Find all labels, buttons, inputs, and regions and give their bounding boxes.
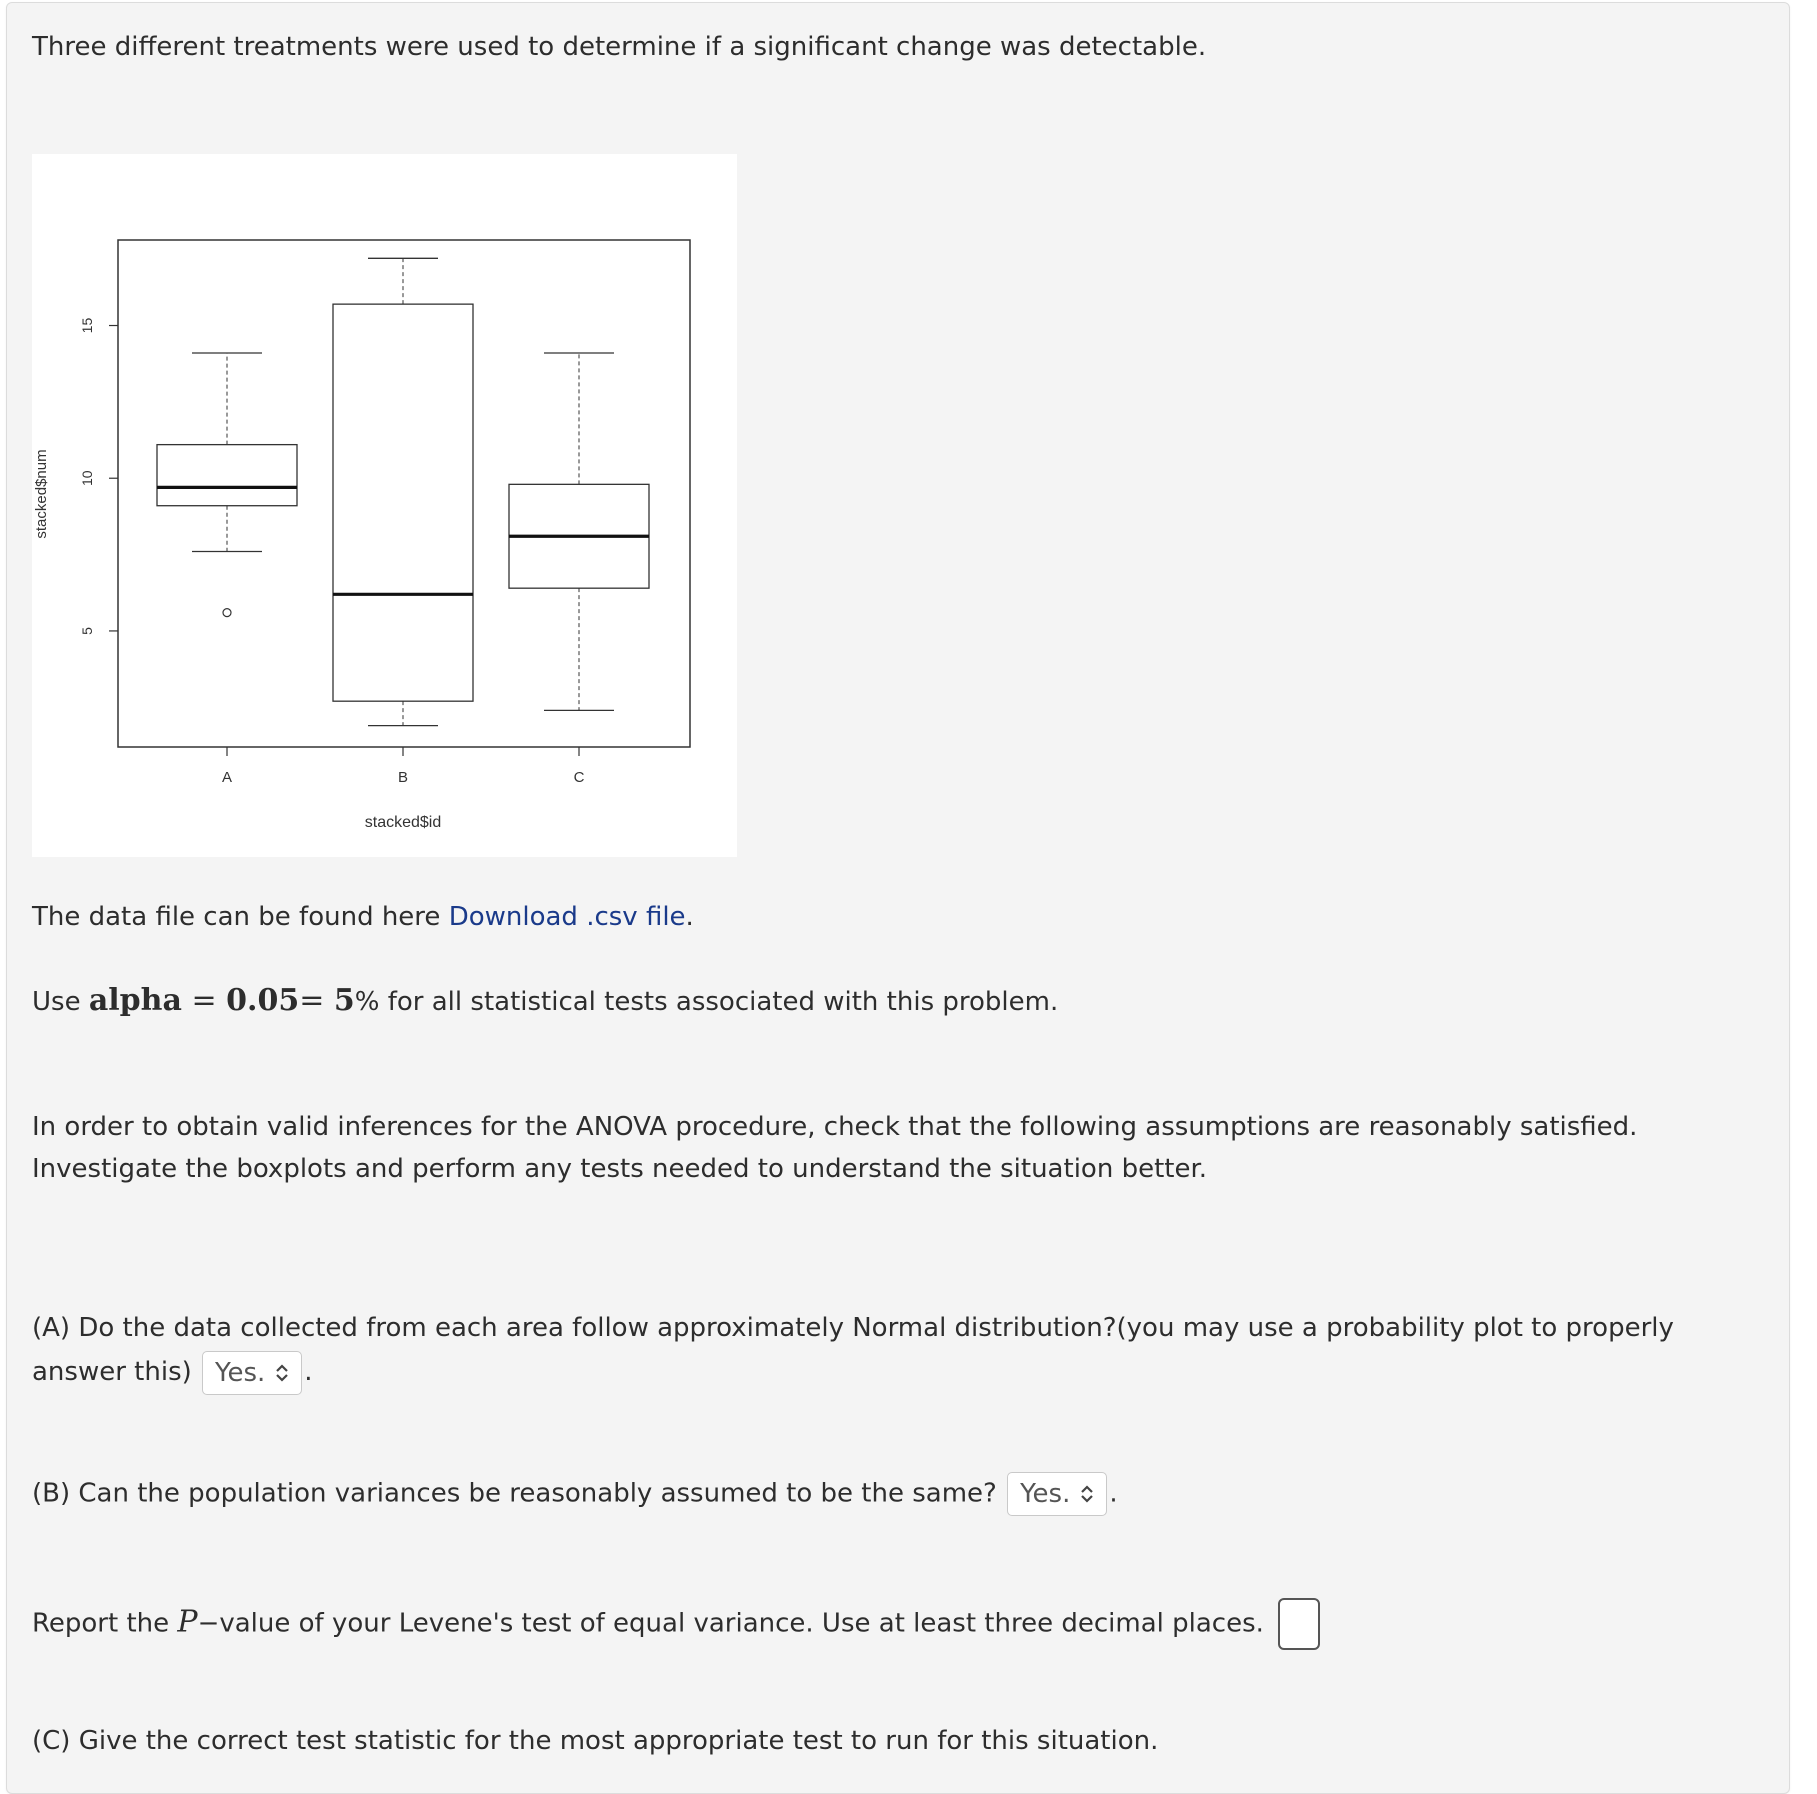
y-axis-label: stacked$num bbox=[33, 449, 50, 539]
x-tick-label: A bbox=[221, 769, 233, 786]
levene-prefix: Report the bbox=[32, 1608, 178, 1639]
question-b-text: (B) Can the population variances be reasonably assumed to be the same? bbox=[32, 1478, 997, 1509]
boxplot-svg bbox=[32, 154, 737, 857]
download-csv-link[interactable]: Download .csv file bbox=[448, 902, 686, 932]
levene-p-value-input[interactable] bbox=[1278, 1598, 1320, 1650]
alpha-suffix: % for all statistical tests associated with this problem. bbox=[354, 987, 1059, 1017]
alpha-prefix: Use bbox=[32, 987, 89, 1017]
alpha-word: alpha bbox=[88, 983, 182, 1018]
x-axis-label: stacked$id bbox=[364, 814, 442, 831]
assumptions-text: In order to obtain valid inferences for the ANOVA procedure, check that the following assumptions are reasonably satisfied. Investigate the boxplots and perform any tests needed to understand the situation better. bbox=[32, 1112, 1638, 1184]
alpha-eq1: = bbox=[181, 983, 227, 1018]
question-b-suffix: . bbox=[1109, 1478, 1118, 1509]
x-tick-label: C bbox=[573, 769, 585, 786]
x-tick-label: B bbox=[397, 769, 409, 786]
alpha-math bbox=[89, 983, 355, 1018]
datafile-line bbox=[32, 896, 694, 938]
y-tick-label: 10 bbox=[79, 470, 95, 487]
boxplot-chart bbox=[32, 154, 737, 857]
alpha-line bbox=[32, 980, 1058, 1023]
y-tick-label: 15 bbox=[79, 317, 95, 334]
box-iqr bbox=[157, 445, 297, 506]
question-c: (C) Give the correct test statistic for the most appropriate test to run for this situation. bbox=[32, 1726, 1159, 1756]
datafile-prefix: The data file can be found here bbox=[32, 902, 449, 932]
p-symbol: P bbox=[177, 1604, 198, 1640]
variance-select-value: Yes. bbox=[1020, 1479, 1071, 1509]
alpha-percent: 5 bbox=[333, 983, 355, 1018]
box-iqr bbox=[333, 304, 473, 701]
y-tick-label: 5 bbox=[79, 627, 95, 635]
question-a bbox=[32, 1306, 1752, 1395]
levene-suffix: −value of your Levene's test of equal variance. Use at least three decimal places. bbox=[197, 1608, 1264, 1639]
normality-select-value: Yes. bbox=[215, 1357, 266, 1388]
levene-line bbox=[32, 1598, 1320, 1650]
normality-select[interactable] bbox=[202, 1351, 302, 1395]
intro-text: Three different treatments were used to determine if a significant change was detectable. bbox=[32, 32, 1207, 62]
alpha-eq2: = bbox=[299, 983, 334, 1018]
question-b bbox=[32, 1472, 1118, 1516]
chevron-up-down-icon bbox=[275, 1362, 289, 1384]
chevron-up-down-icon bbox=[1080, 1483, 1094, 1505]
question-a-text: (A) Do the data collected from each area follow approximately Normal distribution?(you may use a probability plot to properly answer this) bbox=[32, 1313, 1674, 1387]
datafile-suffix: . bbox=[685, 902, 694, 932]
variance-select[interactable] bbox=[1007, 1472, 1107, 1516]
outlier-point bbox=[223, 609, 231, 617]
alpha-value: 0.05 bbox=[226, 983, 300, 1018]
question-a-suffix: . bbox=[304, 1357, 313, 1387]
